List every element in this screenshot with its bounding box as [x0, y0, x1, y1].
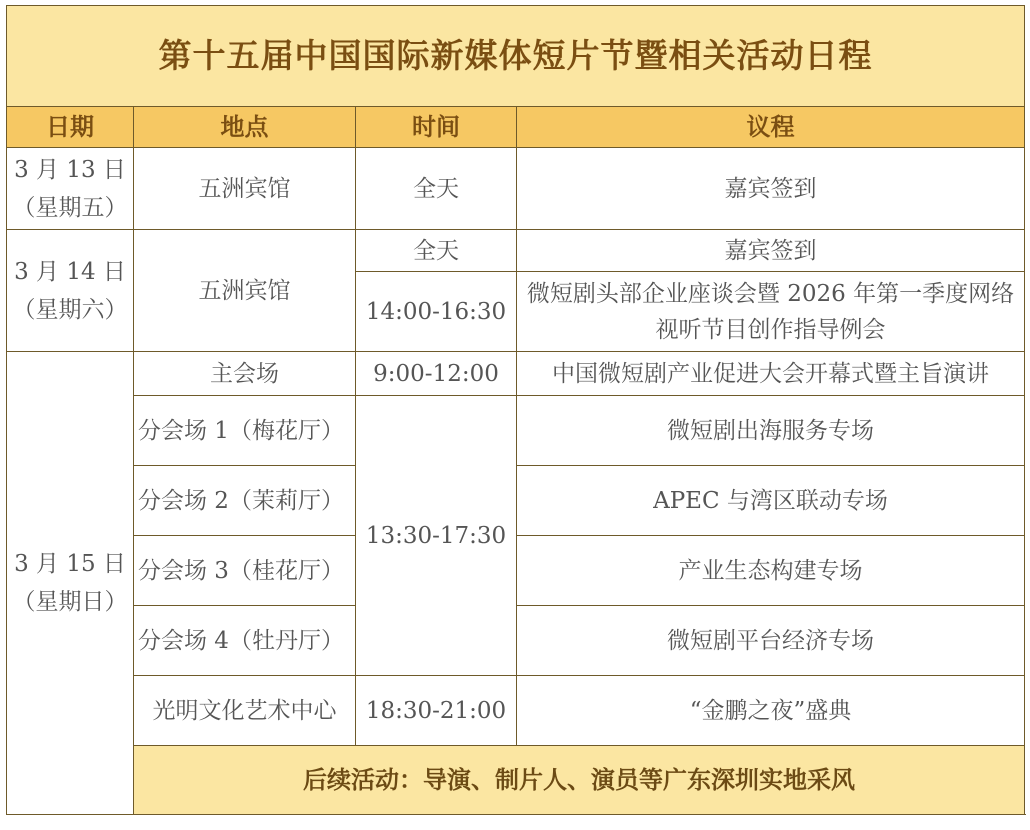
venue-cell: 五洲宾馆 [134, 230, 356, 352]
venue-cell: 光明文化艺术中心 [134, 676, 356, 746]
weekday-line: （星期五） [12, 194, 128, 221]
venue-cell: 分会场 2（茉莉厅） [134, 466, 356, 536]
time-cell: 13:30-17:30 [356, 396, 517, 676]
table-row [7, 230, 1025, 272]
time-cell: 9:00-12:00 [356, 352, 517, 396]
venue-cell: 五洲宾馆 [134, 148, 356, 230]
agenda-cell: 产业生态构建专场 [517, 536, 1025, 606]
venue-cell: 分会场 1（梅花厅） [134, 396, 356, 466]
agenda-cell: 嘉宾签到 [517, 148, 1025, 230]
agenda-cell: 微短剧出海服务专场 [517, 396, 1025, 466]
time-cell: 18:30-21:00 [356, 676, 517, 746]
agenda-cell: APEC 与湾区联动专场 [517, 466, 1025, 536]
date-cell-day1 [7, 148, 134, 230]
time-cell: 14:00-16:30 [356, 272, 517, 352]
date-line: 3 月 15 日 [14, 551, 126, 577]
date-cell-day3 [7, 352, 134, 815]
agenda-cell: 微短剧平台经济专场 [517, 606, 1025, 676]
agenda-cell: 嘉宾签到 [517, 230, 1025, 272]
time-cell: 全天 [356, 230, 517, 272]
weekday-line: （星期六） [12, 296, 128, 323]
date-line: 3 月 13 日 [14, 156, 126, 183]
agenda-cell: “金鹏之夜”盛典 [517, 676, 1025, 746]
weekday-line: （星期日） [12, 589, 128, 615]
header-agenda: 议程 [517, 107, 1025, 148]
footer-note: 后续活动：导演、制片人、演员等广东深圳实地采风 [134, 746, 1025, 815]
header-venue: 地点 [134, 107, 356, 148]
venue-cell: 主会场 [134, 352, 356, 396]
header-date: 日期 [7, 107, 134, 148]
header-time: 时间 [356, 107, 517, 148]
agenda-cell: 中国微短剧产业促进大会开幕式暨主旨演讲 [517, 352, 1025, 396]
agenda-cell: 微短剧头部企业座谈会暨 2026 年第一季度网络视听节目创作指导例会 [517, 272, 1025, 352]
header-row [7, 107, 1025, 148]
table-row [7, 676, 1025, 746]
table-title: 第十五届中国国际新媒体短片节暨相关活动日程 [7, 6, 1025, 107]
venue-cell: 分会场 3（桂花厅） [134, 536, 356, 606]
table-row [7, 396, 1025, 466]
date-cell-day2 [7, 230, 134, 352]
venue-cell: 分会场 4（牡丹厅） [134, 606, 356, 676]
date-line: 3 月 14 日 [14, 258, 126, 285]
table-row [7, 352, 1025, 396]
time-cell: 全天 [356, 148, 517, 230]
schedule-table [6, 5, 1025, 815]
table-row [7, 148, 1025, 230]
schedule-sheet [6, 5, 1024, 823]
